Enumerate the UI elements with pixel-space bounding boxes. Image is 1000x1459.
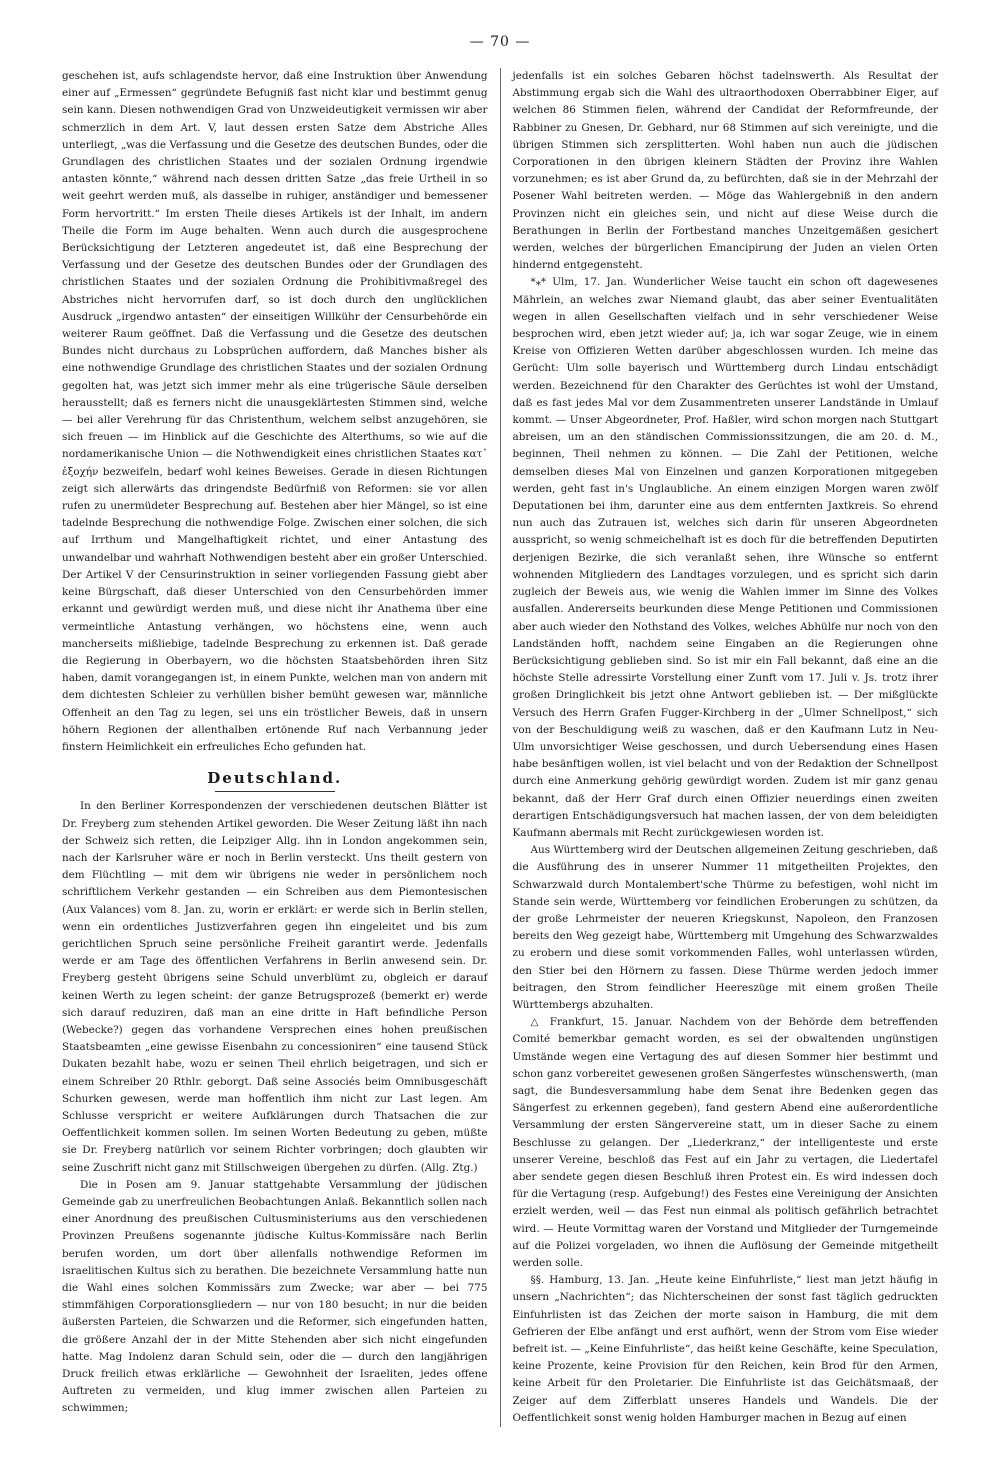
article-wuerttemberg: Aus Württemberg wird der Deutschen allgemeinen Zeitung geschrieben, daß die Ausführung des in unserer Nummer 11 mitgetheilten Projektes, den Schwarzwald durch Montalembert'sche Thürme zu befestigen, wohl nicht im Stande sein werde, Württemberg vor feindlichen Eroberungen zu schützen, da der große Lehrmeister der neueren Kriegskunst, Napoleon, den Franzosen bereits den Weg gezeigt habe, Württemberg mit Umgehung des Schwarzwaldes zu erobern und diese somit vorkommenden Falles, wohl unterlassen würden, den Stier bei den Hörnern zu fassen. Diese Thürme werden jedoch immer beitragen, den Strom feindlicher Heereszüge mit einem großen Theile Württembergs abzuhalten. xyxy=(512,844,938,1011)
text-columns xyxy=(62,68,938,1427)
right-column xyxy=(513,68,939,1427)
left-column xyxy=(62,68,488,1427)
article-frankfurt: △ Frankfurt, 15. Januar. Nachdem von der Behörde dem betreffenden Comité bemerkbar gemacht worden, es sei der obwaltenden ungünstigen Umstände wegen eine Vertagung des auf diesen Sommer hier bestimmt und schon ganz vorbereitet gewesenen großen Sängerfestes wünschenswerth, (man sagt, die Bundesversammlung habe dem Senat ihre Bedenken gegen das Sängerfest zu erkennen gegeben), fand gestern Abend eine außerordentliche Versammlung der ersten Sängervereine statt, um in dieser Sache zu einem Beschlusse zu gelangen. Der „Liederkranz,“ der intelligenteste und erste unserer Vereine, beschloß das Fest auf ein Jahr zu vertagen, die Liedertafel aber sendete gegen diesen Beschluß ihren Protest ein. Es wird indessen doch für die Vertagung (resp. Aufgebung!) des Festes eine Vereinigung der Ansichten erzielt werden, weil — das Fest nun einmal als politisch gefährlich betrachtet wird. — Heute Vormittag waren der Vorstand und Mitglieder der Turngemeinde auf die Polizei vorgeladen, wo ihnen die Auflösung der Gemeinde mitgetheilt werden solle. xyxy=(512,1016,938,1270)
article-ulm: *⁎* Ulm, 17. Jan. Wunderlicher Weise taucht ein schon oft dagewesenes Mährlein, an welches zwar Niemand glaubt, das aber seiner Eventualitäten wegen in allen Gesellschaften vielfach und in sehr verschiedener Weise besprochen wird, eben jetzt wieder auf; ja, ich war sogar Zeuge, wie in einem Kreise von Offizieren Wetten darüber abgeschlossen wurden. Ich meine das Gerücht: Ulm solle bayerisch und Württemberg durch Lindau entschädigt werden. Bezeichnend für den Charakter des Gerüchtes ist wohl der Umstand, daß es fast jedes Mal vor dem Zusammentreten unserer Landstände in Umlauf kommt. — Unser Abgeordneter, Prof. Haßler, wird schon morgen nach Stuttgart abreisen, um an den ständischen Commissionssitzungen, die am 20. d. M., beginnen, Theil nehmen zu können. — Die Zahl der Petitionen, welche demselben dieses Mal von Einzelnen und ganzen Korporationen mitgegeben werden, geht fast in's Unglaubliche. An einem einzigen Morgen waren zwölf Deputationen bei ihm, darunter eine aus dem entfernten Jaxtkreis. So ehrend nun auch das Zutrauen ist, welches sich darin für unseren Abgeordneten ausspricht, so wenig schmeichelhaft ist es doch für die betreffenden Deputirten derjenigen Bezirke, die sich veranlaßt sehen, ihre Wünsche so entfernt wohnenden Mitgliedern des Landtages vorzulegen, und es spricht sich darin zugleich der Beweis aus, wie wenig die Wahlen immer im Sinne des Volkes ausfallen. Andererseits beurkunden diese Menge Petitionen und Commissionen aber auch wieder den Nothstand des Volkes, welches Abhülfe nur noch von den Landständen hofft, nachdem seine Eingaben an die Regierungen ohne Berücksichtigung geblieben sind. So ist mir ein Fall bekannt, daß eine an die höchste Stelle adressirte Vorstellung einer Zunft vom 17. Juli v. Js. trotz ihrer großen Dringlichkeit bis jetzt ohne Antwort geblieben ist. — Der mißglückte Versuch des Herrn Grafen Fugger-Kirchberg in der „Ulmer Schnellpost,“ sich von der Beschuldigung weiß zu waschen, daß er den Kaufmann Lutz in Neu-Ulm unvorsichtiger Weise geschossen, und durch Uebersendung eines Hasen habe besänftigen wollen, ist viel belacht und von der Redaktion der Schnellpost durch eine Anmerkung gehörig gewürdigt worden. Zudem ist mir ganz genau bekannt, daß der Herr Graf durch einen Offizier neuerdings einen zweiten derartigen Entschädigungsversuch hat machen lassen, der von dem beleidigten Kaufmann abermals mit Recht zurückgewiesen worden ist. xyxy=(512,276,938,839)
article-censorship: geschehen ist, aufs schlagendste hervor, daß eine Instruktion über Anwendung einer auf „Ermessen“ gegründete Befugniß fast nicht klar und bestimmt genug sein kann. Diesen nothwendigen Grad von Unzweideutigkeit vermissen wir aber schmerzlich in dem Art. V, laut dessen ersten Satze dem Abstriche Alles unterliegt, „was die Verfassung und die Gesetze des deutschen Bundes, oder die Grundlagen des christlichen Staates und der sozialen Ordnung irgendwie antasten könnte,“ während nach dessen dritten Satze „das freie Urtheil in so weit geehrt werden muß, als dasselbe in ruhiger, anständiger und bemessener Form hervortritt.“ Im ersten Theile dieses Artikels ist der Inhalt, im andern Theile die Form im Auge behalten. Wenn auch durch die ausgesprochene Berücksichtigung der Letzteren angedeutet ist, daß eine Besprechung der Verfassung und der Gesetze des deutschen Bundes oder der Grundlagen des christlichen Staates und der sozialen Ordnung die Prohibitivmaßregel des Abstriches nicht hervorrufen darf, so ist doch durch den unglücklichen Ausdruck „irgendwo antasten“ der einseitigen Willkühr der Censurbehörde ein weiterer Raum geöffnet. Daß die Verfassung und die Gesetze des deutschen Bundes nicht durchaus zu Lobsprüchen auffordern, daß Manches bisher als eine nothwendige Grundlage des christlichen Staates und der sozialen Ordnung gegolten hat, was jetzt sich immer mehr als eine trügerische Säule derselben herausstellt; daß es ferners nicht die unausgeklärtesten Stimmen sind, welche — bei aller Verehrung für das Christenthum, welchem selbst anzugehören, sie sich freuen — im Hinblick auf die Geschichte des Alterthums, so wie auf die nordamerikanische Union — die Nothwendigkeit eines christlichen Staates κατ᾽ ἐξοχήν bezweifeln, bedarf wohl keines Beweises. Gerade in diesen Richtungen zeigt sich allerwärts das dringendste Bedürfniß von Reformen: sie vor allen rufen zu unermüdeter Besprechung auf. Bestehen aber hier Mängel, so ist eine tadelnde Besprechung die nothwendige Folge. Zwischen einer solchen, die sich auf Irrthum und Mangelhaftigkeit richtet, und einer Antastung des unwandelbar und wahrhaft Nothwendigen besteht aber ein großer Unterschied. Der Artikel V der Censurinstruktion in seiner vorliegenden Fassung giebt aber keine Bürgschaft, daß dieser Unterschied von den Censurbehörden immer erkannt und gewürdigt werden muß, und diese nicht ihr Anathema über eine vermeintliche Antastung verhängen, wo höchstens eine, wenn auch mancherseits mißliebige, tadelnde Besprechung zu erkennen ist. Daß gerade die Regierung in Oberbayern, wo die höchsten Staatsbehörden ihren Sitz haben, damit vorangegangen ist, in einem Punkte, welchen man von andern mit dem dichtesten Schleier zu verhüllen bisher bemüht gewesen war, männliche Offenheit an den Tag zu legen, sei uns ein tröstlicher Beweis, daß in unsern höhern Regionen der allenthalben ertönende Ruf nach Verbannung jeder finstern Heimlichkeit ein erfreuliches Echo gefunden hat. xyxy=(62,70,488,753)
article-hamburg: §§. Hamburg, 13. Jan. „Heute keine Einfuhrliste,“ liest man jetzt häufig in unsern „Nachrichten“; das Nichterscheinen der sonst fast täglich gedruckten Einfuhrlisten ist das Zeichen der morte saison in Hamburg, die mit dem Gefrieren der Elbe anfängt und erst aufhört, wenn der Strom vom Eise wieder befreit ist. — „Keine Einfuhrliste“, das heißt keine Geschäfte, keine Speculation, keine Prozente, keine Provision für den Reichen, kein Brod für den Armen, keine Arbeit für den Proletarier. Die Einfuhrliste ist das Geichätsmaaß, der Zeiger auf dem Zifferblatt unseres Handels und Wandels. Die der Oeffentlichkeit sonst wenig holden Hamburger machen in Bezug auf einen xyxy=(512,1274,938,1424)
page-number: — 70 — xyxy=(469,34,531,50)
section-heading: Deutschland. xyxy=(62,770,488,792)
article-posen-continued: jedenfalls ist ein solches Gebaren höchst tadelnswerth. Als Resultat der Abstimmung ergab sich die Wahl des ultraorthodoxen Oberrabbiner Eiger, auf welchen 86 Stimmen fielen, während der Candidat der Reformfreunde, der Rabbiner zu Gnesen, Dr. Gebhard, nur 68 Stimmen auf sich vereinigte, und die übrigen Stimmen sich zersplitterten. Wohl haben nun auch die jüdischen Corporationen in den übrigen kleinern Städten der Provinz ihre Wahlen vorzunehmen; es ist aber Grund da, zu befürchten, daß sie in der Mehrzahl der Posener Wahl beitreten werden. — Möge das Wahlergebniß in den andern Provinzen nicht ein gleiches sein, und nicht auf diese Weise durch die Berathungen in Berlin der Fortbestand manches Unzeitgemäßen gesichert werden, welches der bürgerlichen Emancipirung der Juden an vielen Orten hindernd entgegensteht. xyxy=(512,70,938,272)
column-divider xyxy=(500,68,501,1427)
article-posen: Die in Posen am 9. Januar stattgehabte Versammlung der jüdischen Gemeinde gab zu unerfreulichen Beobachtungen Anlaß. Bekanntlich sollen nach einer Anordnung des preußischen Cultusministeriums aus den verschiedenen Provinzen Preußens sogenannte jüdische Kultus-Kommissäre nach Berlin berufen worden, um dort über allenfalls nothwendige Reformen im israelitischen Kultus sich zu berathen. Die bezeichnete Versammlung hatte nun die Wahl eines solchen Kommissärs zum Zwecke; war aber — bei 775 stimmfähigen Corporationsgliedern — nur von 180 besucht; in nur die beiden äußersten Parteien, die Schwarzen und die Reformer, sich eingefunden hatten, die größere Anzahl der in der Mitte Stehenden aber sich nicht eingefunden hatte. Mag Indolenz daran Schuld sein, oder die — durch den langjährigen Druck freilich etwas erklärliche — Gewohnheit der Israeliten, jedes offene Auftreten zu vermeiden, und klug immer zwischen allen Parteien zu schwimmen; xyxy=(62,1178,488,1415)
article-berlin: In den Berliner Korrespondenzen der verschiedenen deutschen Blätter ist Dr. Freyberg zum stehenden Artikel geworden. Die Weser Zeitung läßt ihn nach der Schweiz sich retten, die Leipziger Allg. ihn in London angekommen sein, nach der Karlsruher wäre er noch in Berlin versteckt. Uns theilt gestern von dem Flüchtling — mit dem wir übrigens nie weder in persönlichem noch schriftlichem Verkehr gestanden — ein Schreiben aus dem Piemontesischen (Aux Valances) vom 8. Jan. zu, worin er erklärt: er werde sich in Berlin stellen, wenn ein ordentliches Justizverfahren gegen ihn eingeleitet und bis zum gerichtlichen Spruch seine persönliche Freiheit garantirt werde. Jedenfalls werde er am Tage des öffentlichen Verfahrens in Berlin anwesend sein. Dr. Freyberg gesteht übrigens seine Schuld unverblümt zu, obgleich er darauf keinen Werth zu legen scheint: der ganze Betrugsprozeß (bemerkt er) werde sich darauf reduziren, daß man an eine dritte in Haft befindliche Person (Webecke?) gegen das vorhandene Versprechen eines hohen preußischen Staatsbeamten „eine gewisse Eisenbahn zu concessioniren“ eine tausend Stück Dukaten bezahlt habe, wozu er seinen Theil ehrlich beigetragen, und sich er einem Schreiber 20 Rthlr. geborgt. Daß seine Associés beim Omnibusgeschäft Schurken gewesen, werde man hoffentlich ihm nicht zur Last legen. Am Schlusse verspricht er weitere Aufklärungen durch Thatsachen die zur Oeffentlichkeit kommen sollen. Im seinen Worten Bedeutung zu geben, müßte sie Dr. Freyberg natürlich vor seinem Richter vorbringen; doch glaubten wir seine Zuschrift nicht ganz mit Stillschweigen übergehen zu dürfen. (Allg. Ztg.) xyxy=(62,800,488,1174)
